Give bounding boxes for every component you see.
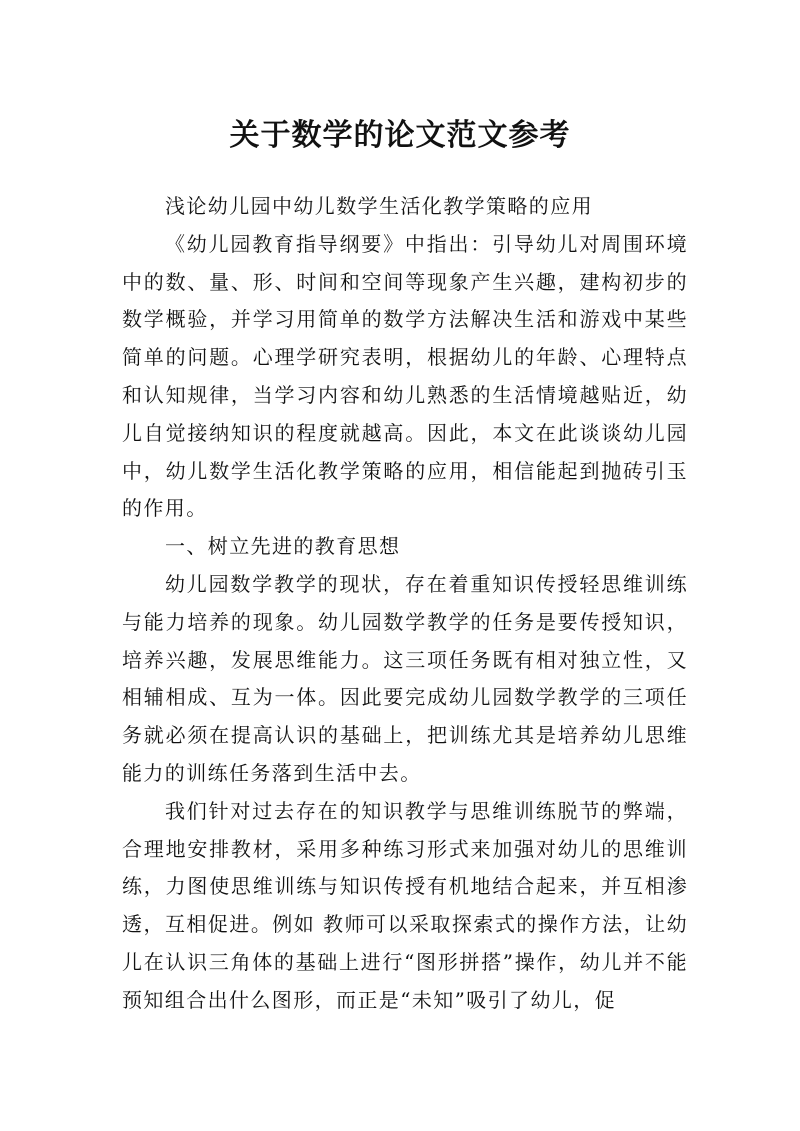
- section-heading: 一、树立先进的教育思想: [165, 534, 401, 559]
- paragraph-teaching-example: 我们针对过去存在的知识教学与思维训练脱节的弊端，合理地安排教材，采用多种练习形式来加强对幼儿的思维训练，力图使思维训练与知识传授有机地结合起来，并互相渗透，互相促进。例如 教师可以采取探索式的操作方法，让幼儿在认识三角体的基础上进行“图形拼搭”操作，幼儿并不能预知组合出什么图形，而正是“未知”吸引了幼儿，促: [122, 798, 688, 1012]
- paragraph-intro: 《幼儿园教育指导纲要》中指出：引导幼儿对周围环境中的数、量、形、时间和空间等现象产生兴趣，建构初步的数学概验，并学习用简单的数学方法解决生活和游戏中某些简单的问题。心理学研究表明，根据幼儿的年龄、心理特点和认知规律，当学习内容和幼儿熟悉的生活情境越贴近，幼儿自觉接纳知识的程度就越高。因此，本文在此谈谈幼儿园中，幼儿数学生活化教学策略的应用，相信能起到抛砖引玉的作用。: [122, 231, 688, 521]
- paragraph-subtitle: 浅论幼儿园中幼儿数学生活化教学策略的应用: [165, 194, 593, 218]
- document-body: [122, 188, 688, 1020]
- document-title: 关于数学的论文范文参考: [229, 118, 571, 154]
- paragraph-current-status: 幼儿园数学教学的现状，存在着重知识传授轻思维训练与能力培养的现象。幼儿园数学教学的任务是要传授知识，培养兴趣，发展思维能力。这三项任务既有相对独立性，又相辅相成、互为一体。因此要完成幼儿园数学教学的三项任务就必须在提高认识的基础上，把训练尤其是培养幼儿思维能力的训练任务落到生活中去。: [122, 571, 688, 785]
